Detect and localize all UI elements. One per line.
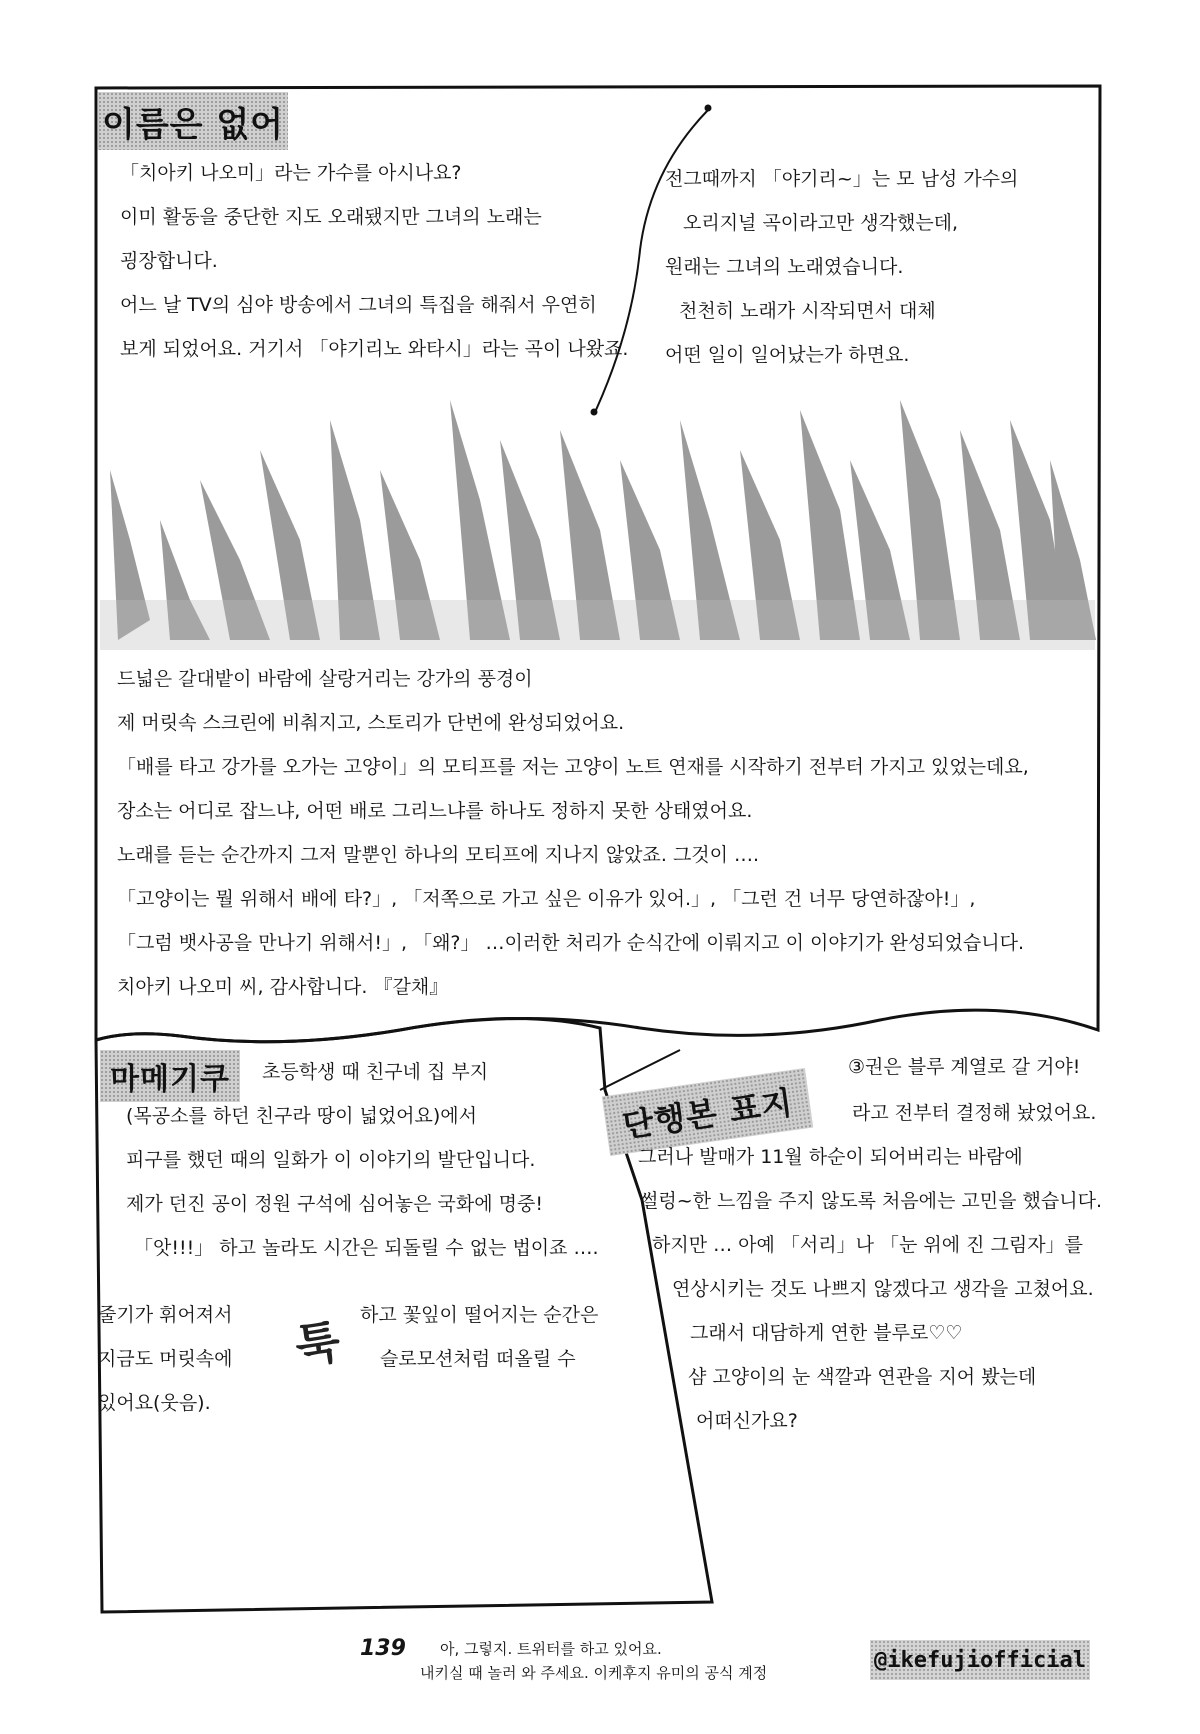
- text-line: 라고 전부터 결정해 놨었어요.: [852, 1102, 1097, 1124]
- text-line: 「앗!!!」 하고 놀라도 시간은 되돌릴 수 없는 법이죠 ….: [134, 1237, 599, 1259]
- text-line: 슬로모션처럼 떠올릴 수: [380, 1348, 576, 1370]
- text-line: 어떤 일이 일어났는가 하면요.: [665, 344, 910, 366]
- text-line: 있어요(웃음).: [98, 1392, 211, 1414]
- twitter-handle[interactable]: @ikefujiofficial: [870, 1640, 1090, 1680]
- text-line: 샴 고양이의 눈 색깔과 연관을 지어 봤는데: [688, 1366, 1037, 1388]
- text-line: 「치아키 나오미」라는 가수를 아시나요?: [120, 162, 462, 184]
- text-line: 그래서 대담하게 연한 블루로♡♡: [690, 1322, 963, 1344]
- text-line: 오리지널 곡이라고만 생각했는데,: [683, 212, 959, 234]
- text-line: 그러나 발매가 11월 하순이 되어버리는 바람에: [638, 1146, 1023, 1168]
- text-line: 「배를 타고 강가를 오가는 고양이」의 모티프를 저는 고양이 노트 연재를 시작하기 전부터 가지고 있었는데요,: [117, 756, 1029, 778]
- text-line: 노래를 듣는 순간까지 그저 말뿐인 하나의 모티프에 지나지 않았죠. 그것이 ….: [117, 844, 760, 866]
- text-line: 보게 되었어요. 거기서 「야기리노 와타시」라는 곡이 나왔죠.: [120, 338, 629, 360]
- text-line: 천천히 노래가 시작되면서 대체: [679, 300, 936, 322]
- text-line: 제가 던진 공이 정원 구석에 심어놓은 국화에 명중!: [126, 1193, 543, 1215]
- text-line: 「고양이는 뭘 위해서 배에 타?」, 「저쪽으로 가고 싶은 이유가 있어.」, 「그런 건 너무 당연하잖아!」,: [117, 888, 976, 910]
- text-line: 초등학생 때 친구네 집 부지: [262, 1061, 489, 1083]
- text-line: 제 머릿속 스크린에 비춰지고, 스토리가 단번에 완성되었어요.: [117, 712, 625, 734]
- text-line: 줄기가 휘어져서: [98, 1304, 233, 1326]
- text-line: 썰렁~한 느낌을 주지 않도록 처음에는 고민을 했습니다.: [640, 1190, 1102, 1212]
- text-line: 하고 꽃잎이 떨어지는 순간은: [360, 1304, 599, 1326]
- text-line: 어느 날 TV의 심야 방송에서 그녀의 특집을 해줘서 우연히: [120, 294, 597, 316]
- text-line: 이미 활동을 중단한 지도 오래됐지만 그녀의 노래는: [120, 206, 542, 228]
- section-title-text: 마메기쿠: [110, 1062, 230, 1097]
- text-line: 드넓은 갈대밭이 바람에 살랑거리는 강가의 풍경이: [117, 668, 533, 690]
- page-number: 139: [360, 1636, 406, 1661]
- section-title-text: 단행본 표지: [620, 1083, 796, 1145]
- text-line: 연상시키는 것도 나쁘지 않겠다고 생각을 고쳤어요.: [672, 1278, 1094, 1300]
- text-line: 하지만 … 아예 「서리」나 「눈 위에 진 그림자」를: [652, 1234, 1083, 1256]
- text-line: 「그럼 뱃사공을 만나기 위해서!」, 「왜?」 …이러한 처리가 순식간에 이뤄지고 이 이야기가 완성되었습니다.: [117, 932, 1025, 954]
- sound-effect: 툭: [291, 1314, 340, 1374]
- section-title-mamegiku: [100, 1050, 240, 1102]
- text-line: 어떠신가요?: [696, 1410, 798, 1432]
- text-line: 원래는 그녀의 노래였습니다.: [665, 256, 904, 278]
- text-line: 피구를 했던 때의 일화가 이 이야기의 발단입니다.: [126, 1149, 536, 1171]
- section-title-no-name: [98, 92, 288, 150]
- section-title-text: 이름은 없어: [101, 104, 285, 145]
- text-line: 지금도 머릿속에: [98, 1348, 233, 1370]
- text-line: 아, 그렇지. 트위터를 하고 있어요.: [440, 1640, 662, 1658]
- text-line: 치아키 나오미 씨, 감사합니다. 『갈채』: [117, 976, 449, 998]
- text-line: ③권은 블루 계열로 갈 거야!: [848, 1056, 1081, 1078]
- text-line: 장소는 어디로 잡느냐, 어떤 배로 그리느냐를 하나도 정하지 못한 상태였어요.: [117, 800, 753, 822]
- text-line: 내키실 때 놀러 와 주세요. 이케후지 유미의 공식 계정: [420, 1664, 768, 1682]
- text-line: 굉장합니다.: [120, 250, 218, 272]
- text-line: 전그때까지 「야기리~」는 모 남성 가수의: [665, 168, 1019, 190]
- text-line: (목공소를 하던 친구라 땅이 넓었어요)에서: [126, 1105, 478, 1127]
